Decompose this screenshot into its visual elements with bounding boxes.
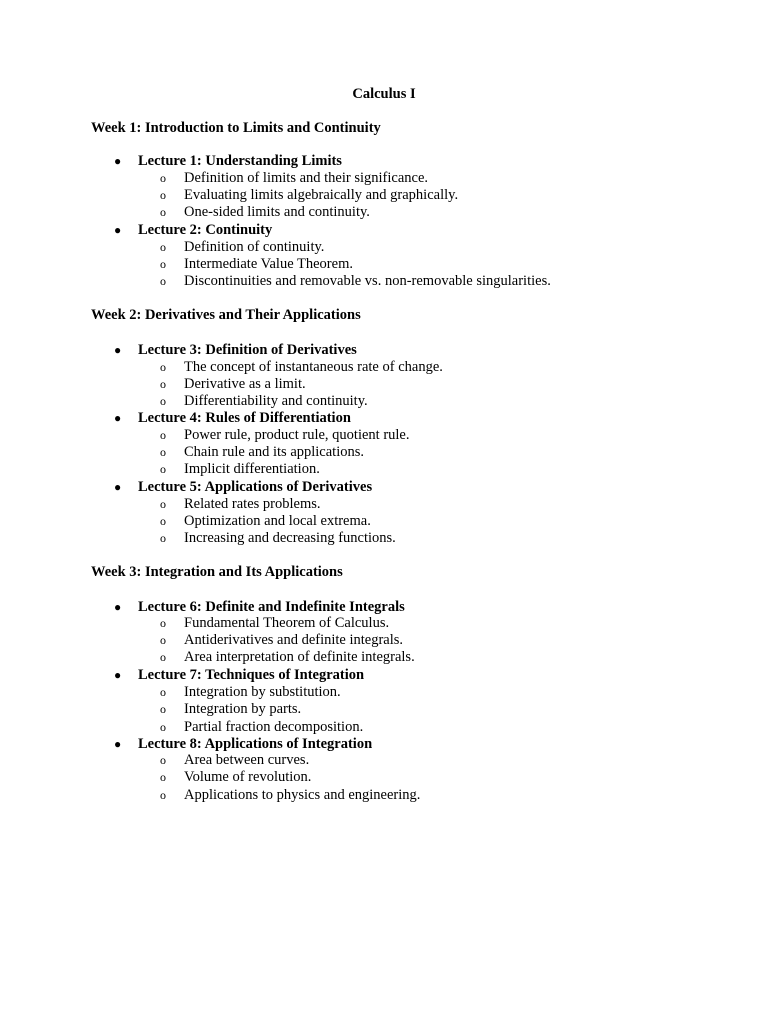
- circle-bullet-icon: o: [160, 616, 166, 630]
- topic-text: Chain rule and its applications.: [184, 444, 365, 460]
- topic-text: Applications to physics and engineering.: [184, 787, 421, 803]
- topic-text: Evaluating limits algebraically and graphically.: [184, 187, 459, 203]
- circle-bullet-icon: o: [160, 531, 166, 545]
- document-title: Calculus I: [352, 86, 416, 102]
- circle-bullet-icon: o: [160, 360, 166, 374]
- topic-text: One-sided limits and continuity.: [184, 204, 370, 220]
- bullet-icon: ●: [114, 411, 122, 425]
- topic-text: The concept of instantaneous rate of change.: [184, 359, 443, 375]
- circle-bullet-icon: o: [160, 753, 166, 767]
- topic-text: Partial fraction decomposition.: [184, 719, 364, 735]
- topic-text: Differentiability and continuity.: [184, 393, 368, 409]
- topic-text: Volume of revolution.: [184, 769, 312, 785]
- topic-text: Antiderivatives and definite integrals.: [184, 632, 404, 648]
- circle-bullet-icon: o: [160, 462, 166, 476]
- circle-bullet-icon: o: [160, 788, 166, 802]
- week-heading: Week 1: Introduction to Limits and Continuity: [91, 120, 381, 136]
- bullet-icon: ●: [114, 154, 122, 168]
- week-heading: Week 2: Derivatives and Their Applications: [91, 307, 361, 323]
- circle-bullet-icon: o: [160, 514, 166, 528]
- circle-bullet-icon: o: [160, 685, 166, 699]
- topic-text: Integration by parts.: [184, 701, 302, 717]
- bullet-icon: ●: [114, 480, 122, 494]
- topic-text: Integration by substitution.: [184, 684, 341, 700]
- circle-bullet-icon: o: [160, 720, 166, 734]
- circle-bullet-icon: o: [160, 445, 166, 459]
- circle-bullet-icon: o: [160, 188, 166, 202]
- topic-text: Optimization and local extrema.: [184, 513, 371, 529]
- topic-text: Related rates problems.: [184, 496, 321, 512]
- circle-bullet-icon: o: [160, 428, 166, 442]
- lecture-title: Lecture 7: Techniques of Integration: [138, 667, 365, 683]
- circle-bullet-icon: o: [160, 650, 166, 664]
- circle-bullet-icon: o: [160, 377, 166, 391]
- bullet-icon: ●: [114, 737, 122, 751]
- circle-bullet-icon: o: [160, 497, 166, 511]
- lecture-title: Lecture 4: Rules of Differentiation: [138, 410, 351, 426]
- lecture-title: Lecture 3: Definition of Derivatives: [138, 342, 357, 358]
- circle-bullet-icon: o: [160, 702, 166, 716]
- circle-bullet-icon: o: [160, 633, 166, 647]
- bullet-icon: ●: [114, 223, 122, 237]
- topic-text: Discontinuities and removable vs. non-removable singularities.: [184, 273, 551, 289]
- lecture-title: Lecture 2: Continuity: [138, 222, 273, 238]
- topic-text: Implicit differentiation.: [184, 461, 320, 477]
- lecture-title: Lecture 5: Applications of Derivatives: [138, 479, 373, 495]
- week-heading: Week 3: Integration and Its Applications: [91, 564, 343, 580]
- circle-bullet-icon: o: [160, 770, 166, 784]
- lecture-title: Lecture 6: Definite and Indefinite Integrals: [138, 599, 405, 615]
- bullet-icon: ●: [114, 600, 122, 614]
- topic-text: Power rule, product rule, quotient rule.: [184, 427, 410, 443]
- topic-text: Area between curves.: [184, 752, 310, 768]
- circle-bullet-icon: o: [160, 257, 166, 271]
- circle-bullet-icon: o: [160, 240, 166, 254]
- lecture-title: Lecture 1: Understanding Limits: [138, 153, 342, 169]
- circle-bullet-icon: o: [160, 171, 166, 185]
- bullet-icon: ●: [114, 668, 122, 682]
- circle-bullet-icon: o: [160, 205, 166, 219]
- topic-text: Increasing and decreasing functions.: [184, 530, 396, 546]
- topic-text: Derivative as a limit.: [184, 376, 306, 392]
- bullet-icon: ●: [114, 343, 122, 357]
- circle-bullet-icon: o: [160, 394, 166, 408]
- topic-text: Definition of continuity.: [184, 239, 325, 255]
- topic-text: Area interpretation of definite integrals.: [184, 649, 415, 665]
- circle-bullet-icon: o: [160, 274, 166, 288]
- lecture-title: Lecture 8: Applications of Integration: [138, 736, 373, 752]
- topic-text: Intermediate Value Theorem.: [184, 256, 353, 272]
- topic-text: Definition of limits and their significance.: [184, 170, 429, 186]
- topic-text: Fundamental Theorem of Calculus.: [184, 615, 390, 631]
